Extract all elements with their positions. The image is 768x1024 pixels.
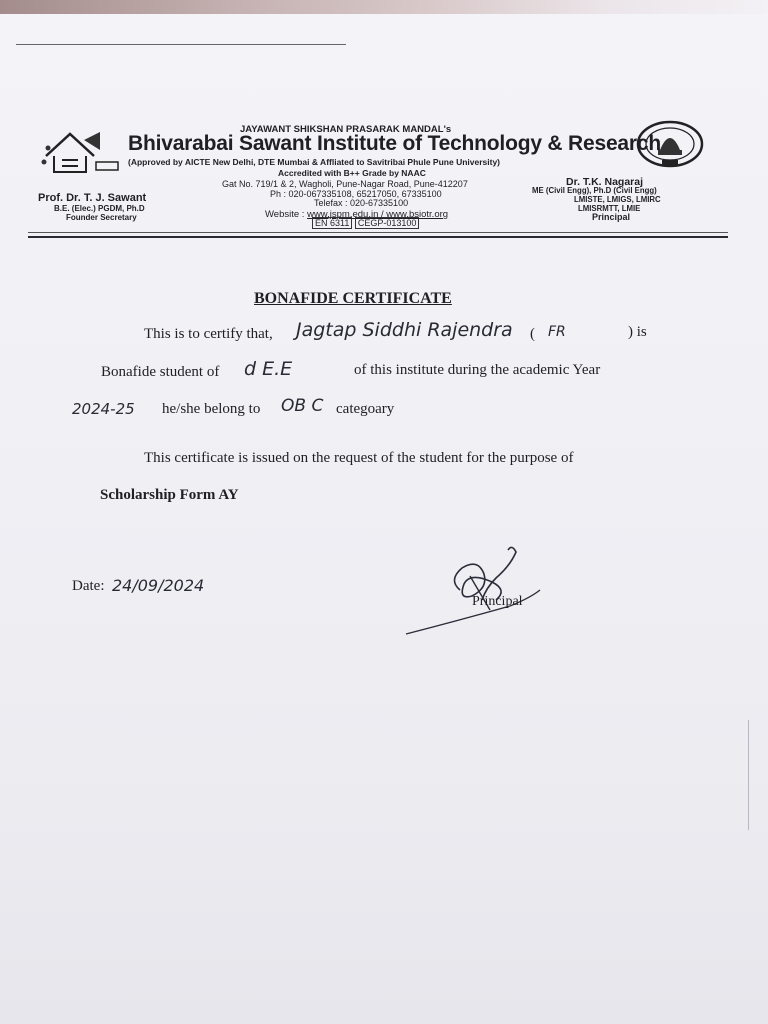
header-rule-thin — [28, 232, 728, 233]
address-text: Gat No. 719/1 & 2, Wagholi, Pune-Nagar Road, Pune-412207 — [222, 179, 468, 189]
photo-background-edge — [0, 0, 768, 14]
principal-qualification-2: LMISTE, LMIGS, LMIRC — [574, 195, 661, 204]
purpose-statement: This certificate is issued on the request of the student for the purpose of — [144, 450, 574, 466]
date-label: Date: — [72, 578, 105, 594]
line2-prefix: Bonafide student of — [101, 364, 220, 380]
principal-qualification-1: ME (Civil Engg), Ph.D (Civil Engg) — [532, 186, 657, 195]
founder-qualification: B.E. (Elec.) PGDM, Ph.D — [54, 204, 145, 213]
student-class-handwritten: FR — [548, 324, 566, 340]
telefax-text: Telefax : 020-67335100 — [314, 198, 409, 208]
margin-mark — [748, 720, 749, 830]
principal-qualification-3: LMISRMTT, LMIE — [578, 204, 641, 213]
certificate-title: BONAFIDE CERTIFICATE — [254, 290, 452, 307]
approval-text: (Approved by AICTE New Delhi, DTE Mumbai & Affliated to Savitribai Phule Pune University) — [128, 157, 501, 167]
founder-role: Founder Secretary — [66, 213, 137, 222]
purpose-value: Scholarship Form AY — [100, 487, 239, 503]
principal-name: Dr. T.K. Nagaraj — [566, 176, 644, 188]
line1-prefix: This is to certify that, — [144, 326, 273, 342]
principal-role-header: Principal — [592, 212, 631, 222]
line3-mid: he/she belong to — [162, 401, 261, 417]
line3-suffix: categoary — [336, 401, 395, 417]
academic-year-handwritten: 2024-25 — [72, 400, 135, 418]
date-value-handwritten: 24/09/2024 — [112, 576, 205, 595]
accreditation-text: Accredited with B++ Grade by NAAC — [278, 168, 426, 178]
line2-suffix: of this institute during the academic Year — [354, 362, 601, 378]
institute-logo-icon — [40, 126, 122, 176]
top-rule — [16, 44, 346, 45]
trust-name: JAYAWANT SHIKSHAN PRASARAK MANDAL's — [240, 124, 452, 135]
website-link[interactable]: www.jspm.edu.in / www.bsiotr.org — [307, 209, 449, 220]
en-code: EN 6311 — [312, 217, 352, 229]
institute-name: Bhivarabai Sawant Institute of Technology & Research — [128, 132, 661, 155]
line1-open-paren: ( — [530, 326, 535, 342]
founder-name: Prof. Dr. T. J. Sawant — [38, 192, 147, 204]
line1-suffix: ) is — [628, 324, 647, 340]
header-rule-thick — [28, 236, 728, 238]
signatory-label: Principal — [472, 594, 523, 609]
phone-text: Ph : 020-067335108, 65217050, 67335100 — [270, 189, 442, 199]
principal-signature — [400, 540, 550, 640]
course-handwritten: d E.E — [244, 358, 293, 380]
student-name-handwritten: Jagtap Siddhi Rajendra — [296, 319, 513, 341]
cegp-code: CEGP-013100 — [355, 217, 420, 229]
category-handwritten: OB C — [281, 396, 324, 416]
website-label: Website : — [265, 209, 305, 220]
